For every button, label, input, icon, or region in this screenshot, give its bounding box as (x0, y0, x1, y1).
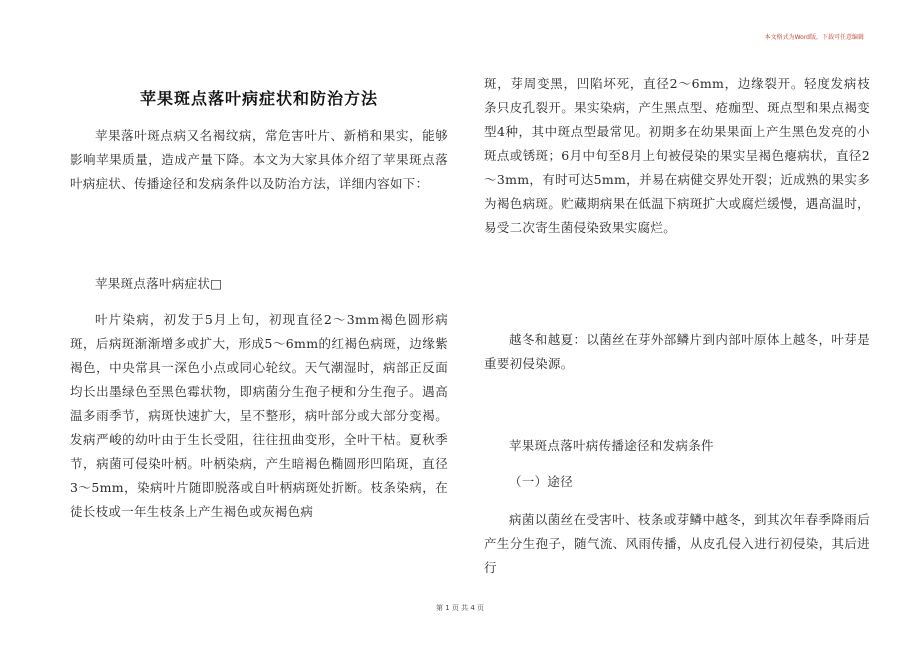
download-note: 本文格式为Word版，下载可任意编辑 (764, 34, 864, 41)
page-footer: 第 1 页 共 4 页 (435, 604, 485, 612)
document-title: 苹果斑点落叶病症状和防治方法 (139, 89, 378, 108)
transmission-paragraph: 病菌以菌丝在受害叶、枝条或芽鳞中越冬，到其次年春季降雨后产生分生孢子，随气流、风雨传播，从皮孔侵入进行初侵染，其后进行 (484, 512, 870, 575)
symptoms-paragraph: 叶片染病，初发于5月上旬，初现直径2～3mm褐色圆形病斑，后病斑渐渐增多或扩大，形成5～6mm的红褐色病斑，边缘紫褐色，中央常具一深色小点或同心轮纹。天气潮湿时，病部正反面均长出墨绿色至黑色霉状物，即病菌分生孢子梗和分生孢子。遇高温多雨季节，病斑快速扩大，呈不整形，病叶部分或大部分变褐。发病严峻的幼叶由于生长受阻，往往扭曲变形，全叶干枯。夏秋季节，病菌可侵染叶柄。叶柄染病，产生暗褐色椭圆形凹陷斑，直径3～5mm，染病叶片随即脱落或自叶柄病斑处折断。枝条染病，在徒长枝或一年生枝条上产生褐色或灰褐色病 (70, 312, 448, 519)
intro-paragraph: 苹果落叶斑点病又名褐纹病，常危害叶片、新梢和果实，能够影响苹果质量，造成产量下降。本文为大家具体介绍了苹果斑点落叶病症状、传播途径和发病条件以及防治方法，详细内容如下： (70, 128, 448, 191)
symptoms-heading: 苹果斑点落叶病症状□ (95, 276, 223, 291)
transmission-heading: 苹果斑点落叶病传播途径和发病条件 (509, 438, 714, 453)
overwinter-paragraph: 越冬和越夏：以菌丝在芽外部鳞片到内部叶原体上越冬，叶芽是重要初侵染源。 (484, 332, 870, 371)
route-subheading: （一）途径 (509, 474, 574, 489)
symptoms-continued-paragraph: 斑，芽周变黑，凹陷坏死，直径2～6mm，边缘裂开。轻度发病枝条只皮孔裂开。果实染病，产生黑点型、疮痂型、斑点型和果点褐变型4种，其中斑点型最常见。初期多在幼果果面上产生黑色发亮的小斑点或锈斑；6月中旬至8月上旬被侵染的果实呈褐色瘪病状，直径2～3mm，有时可达5mm，并易在病健交界处开裂；近成熟的果实多为褐色病斑。贮藏期病果在低温下病斑扩大或腐烂缓慢，遇高温时，易受二次寄生菌侵染致果实腐烂。 (484, 76, 870, 235)
